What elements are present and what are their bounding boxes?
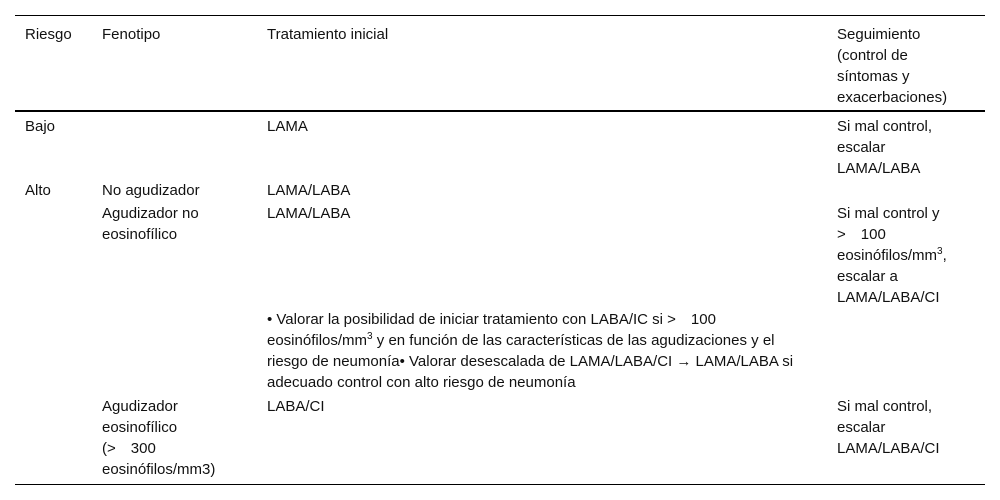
header-rule (15, 110, 985, 112)
table-top-rule (15, 15, 985, 16)
row-bajo-seguimiento: Si mal control, escalar LAMA/LABA (837, 118, 933, 177)
row-agudizador-no-eos-tratamiento: LAMA/LABA (267, 205, 351, 222)
header-tratamiento: Tratamiento inicial (267, 26, 389, 43)
header-fenotipo: Fenotipo (102, 26, 161, 43)
row-no-agudizador-fenotipo: No agudizador (102, 182, 200, 199)
row-agudizador-eos-seguimiento: Si mal control, escalar LAMA/LABA/CI (837, 398, 940, 457)
header-riesgo: Riesgo (25, 26, 72, 43)
row-alto-riesgo: Alto (25, 182, 51, 199)
header-seguimiento: Seguimiento (control de síntomas y exacerbaciones) (837, 26, 948, 106)
row-bajo-riesgo: Bajo (25, 118, 56, 135)
row-agudizador-eos-fenotipo: Agudizador eosinofílico (> 300 eosinófilos/mm3) (102, 398, 216, 478)
row-agudizador-eos-tratamiento: LABA/CI (267, 398, 325, 415)
row-agudizador-no-eos-fenotipo: Agudizador no eosinofílico (102, 205, 199, 243)
row-notes-tratamiento: • Valorar la posibilidad de iniciar tratamiento con LABA/IC si > 100 eosinófilos/$mm^3$ y en función de las características de las agudizaciones y el riesgo de neumonía• Valorar desescalada de LAMA/LABA/CI → LAMA/LABA si adecuado control con alto riesgo de neumonía (267, 311, 794, 391)
row-bajo-tratamiento: LAMA (267, 118, 308, 135)
row-agudizador-no-eos-seguimiento: Si mal control y > 100 eosinófilos/$mm^3$, escalar a LAMA/LABA/CI (837, 205, 947, 306)
row-no-agudizador-tratamiento: LAMA/LABA (267, 182, 351, 199)
table-bottom-rule (15, 484, 985, 485)
treatment-table (15, 15, 985, 485)
